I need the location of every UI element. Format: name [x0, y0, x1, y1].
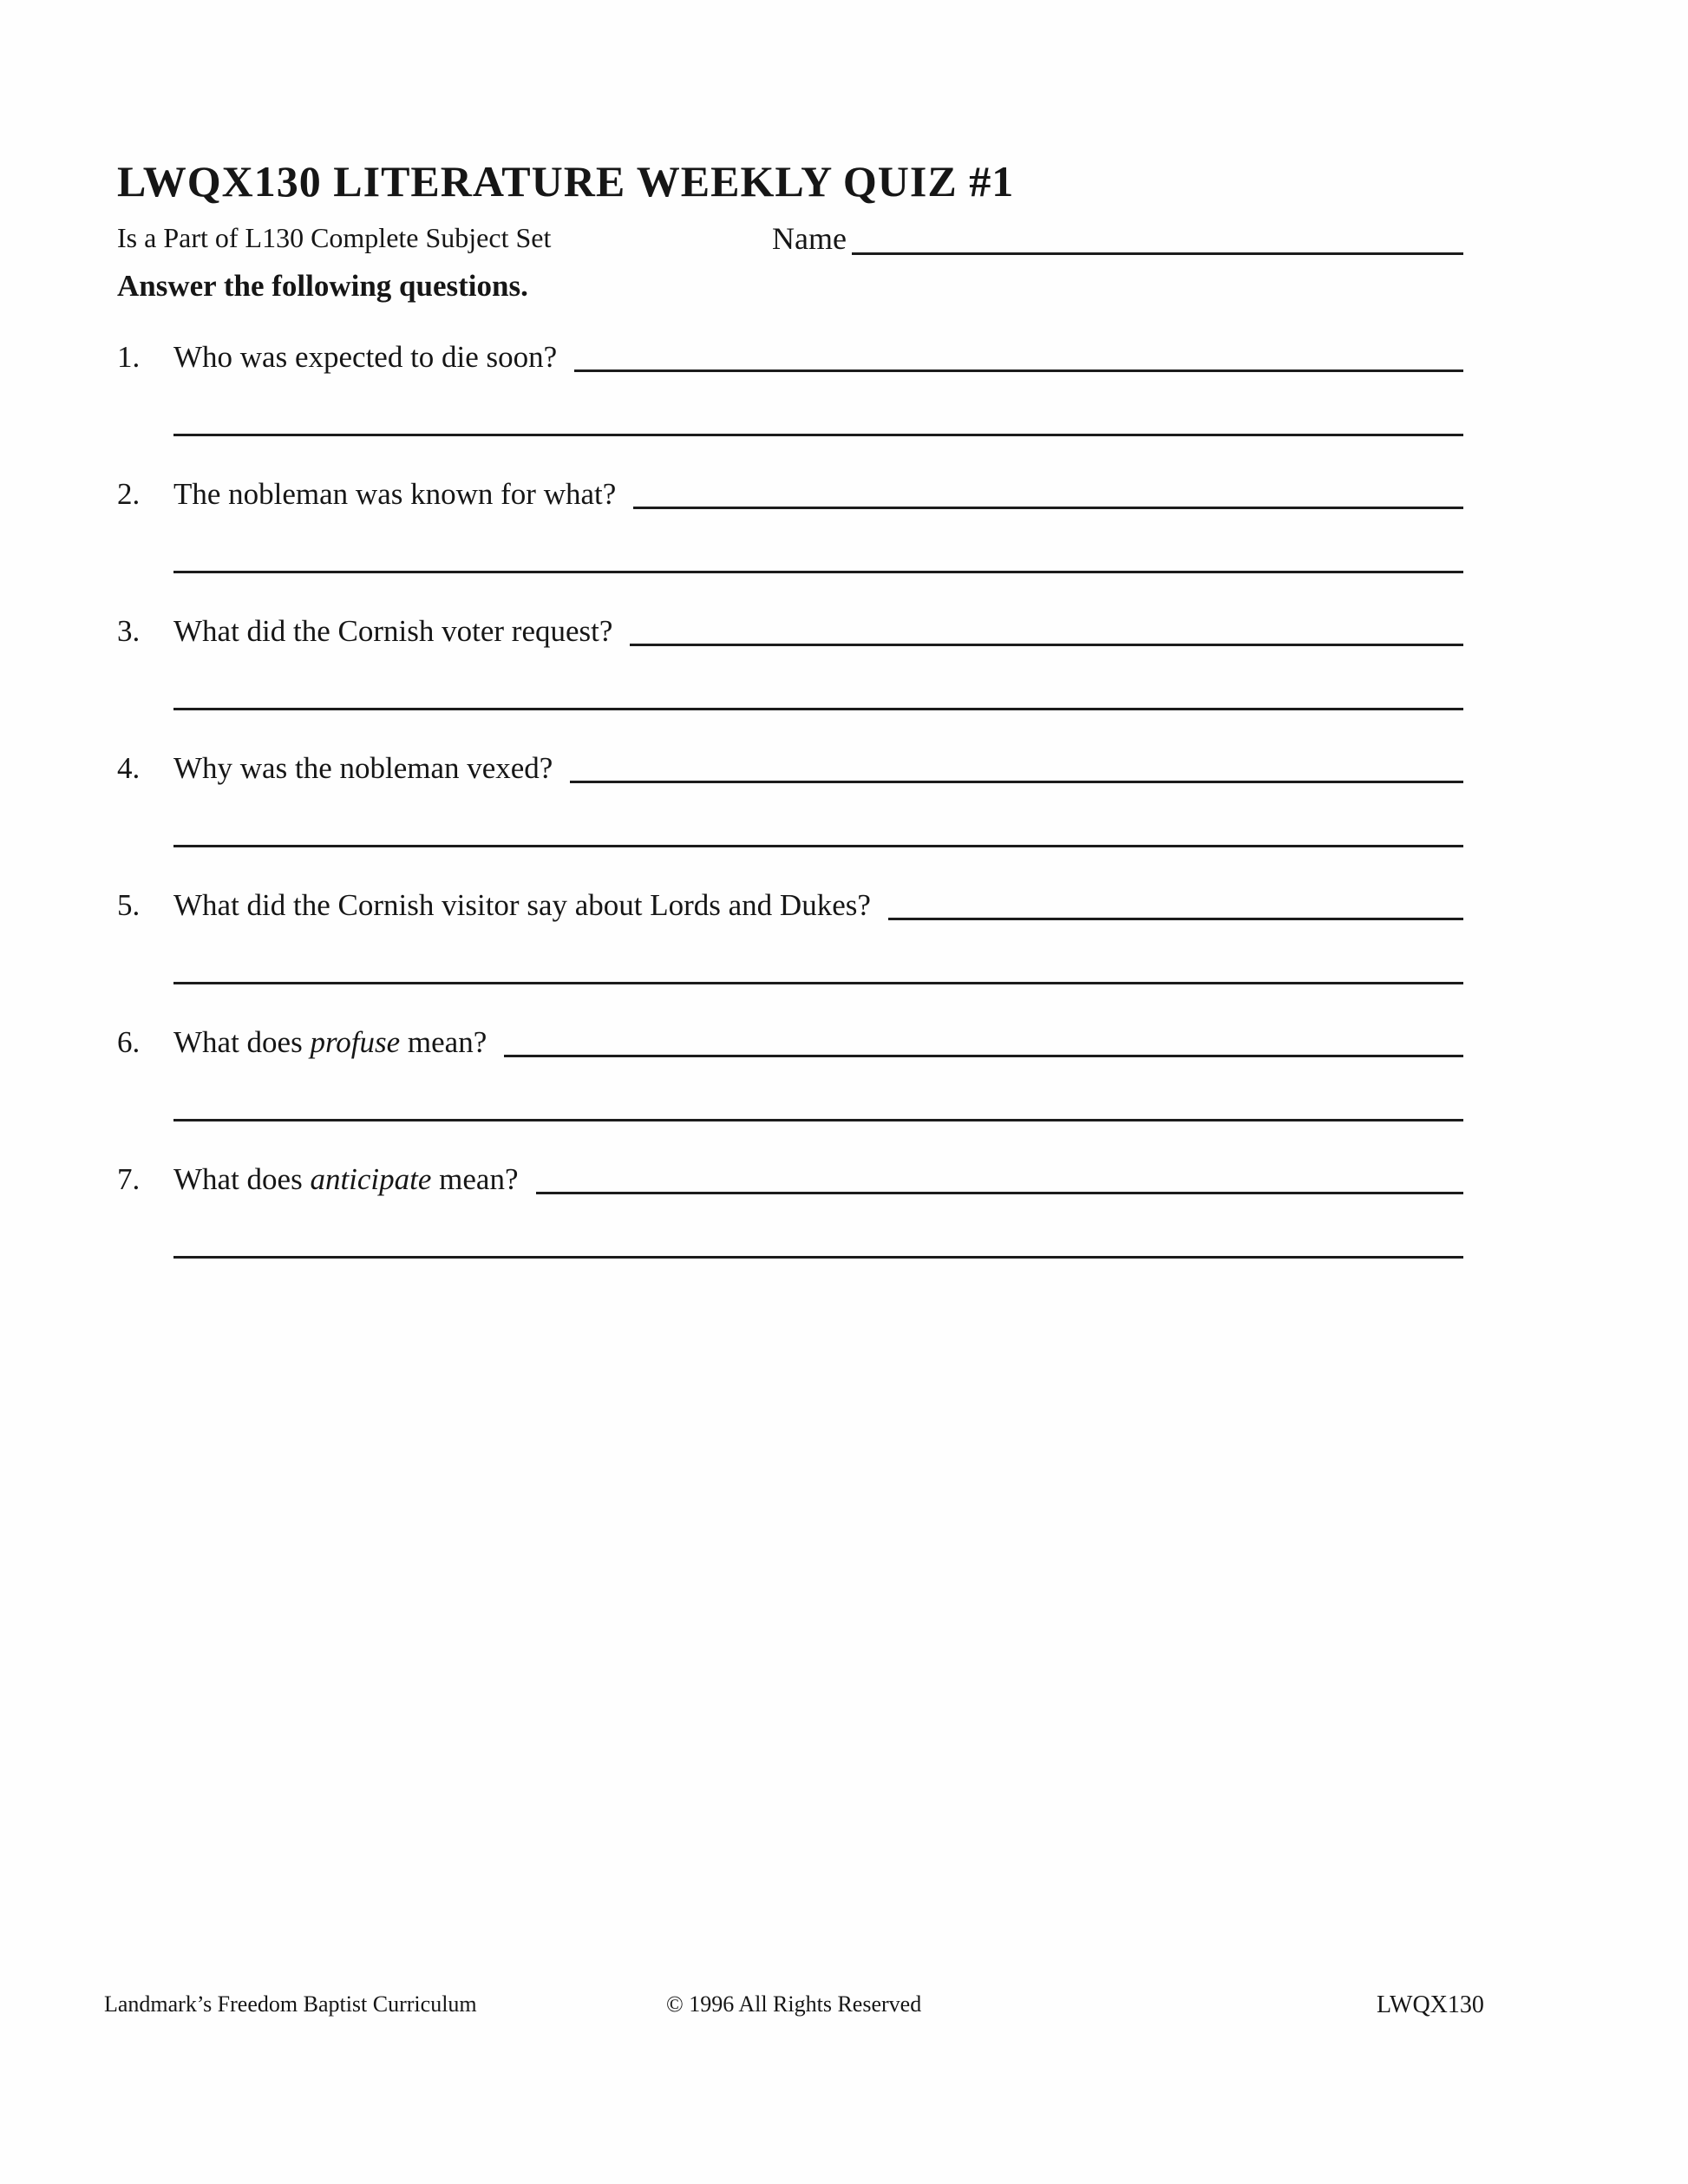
- question-item: [117, 1023, 1463, 1161]
- question-row: [117, 1023, 1463, 1062]
- question-text: [173, 1023, 487, 1062]
- question-text-segment: What did the Cornish voter request?: [173, 614, 613, 648]
- question-number: 2.: [117, 477, 141, 511]
- answer-line-continued[interactable]: [173, 982, 1463, 984]
- answer-line[interactable]: [504, 1055, 1463, 1057]
- name-input-line[interactable]: [852, 218, 1463, 255]
- question-number: 1.: [117, 340, 141, 374]
- question-text-segment: mean?: [400, 1025, 487, 1059]
- answer-line-continued[interactable]: [173, 571, 1463, 573]
- footer-copyright: © 1996 All Rights Reserved: [666, 1991, 922, 2017]
- question-item: [117, 612, 1463, 749]
- question-text-segment: What does: [173, 1162, 311, 1196]
- question-row: [117, 612, 1463, 651]
- question-row: [117, 338, 1463, 376]
- answer-line-continued[interactable]: [173, 1256, 1463, 1259]
- question-text: [173, 338, 557, 376]
- question-row: [117, 886, 1463, 925]
- answer-line-continued[interactable]: [173, 434, 1463, 436]
- question-text: [173, 475, 616, 513]
- page-title: LWQX130 LITERATURE WEEKLY QUIZ #1: [117, 156, 1015, 206]
- question-number: 6.: [117, 1025, 141, 1059]
- name-field-group: [772, 218, 1463, 257]
- question-text: [173, 1161, 519, 1199]
- question-number: 7.: [117, 1162, 141, 1196]
- italic-term: anticipate: [310, 1162, 432, 1196]
- question-item: [117, 886, 1463, 1023]
- question-number: 5.: [117, 888, 141, 922]
- question-text-segment: What does: [173, 1025, 311, 1059]
- footer: [0, 1991, 1688, 2030]
- instructions: Answer the following questions.: [117, 269, 528, 303]
- question-number: 4.: [117, 751, 141, 785]
- answer-line-continued[interactable]: [173, 845, 1463, 847]
- question-row: [117, 1161, 1463, 1199]
- question-text: [173, 886, 871, 925]
- question-text-segment: mean?: [431, 1162, 519, 1196]
- question-text-segment: What did the Cornish visitor say about Lords and Dukes?: [173, 888, 871, 922]
- answer-line-continued[interactable]: [173, 1119, 1463, 1121]
- italic-term: profuse: [310, 1025, 401, 1059]
- answer-line[interactable]: [574, 369, 1463, 372]
- question-item: [117, 338, 1463, 475]
- question-text-segment: Who was expected to die soon?: [173, 340, 558, 374]
- question-row: [117, 749, 1463, 788]
- answer-line[interactable]: [888, 918, 1463, 920]
- question-text-segment: The nobleman was known for what?: [173, 477, 617, 511]
- footer-code: LWQX130: [1377, 1991, 1484, 2018]
- question-text: [173, 749, 553, 788]
- questions-list: [117, 338, 1463, 1298]
- question-item: [117, 1161, 1463, 1298]
- question-number: 3.: [117, 614, 141, 648]
- question-item: [117, 475, 1463, 612]
- answer-line[interactable]: [630, 644, 1463, 646]
- subtitle-row: [117, 208, 1463, 257]
- footer-publisher: Landmark’s Freedom Baptist Curriculum: [104, 1991, 477, 2017]
- name-label: Name: [772, 221, 847, 257]
- question-item: [117, 749, 1463, 886]
- answer-line-continued[interactable]: [173, 708, 1463, 710]
- question-row: [117, 475, 1463, 513]
- answer-line[interactable]: [633, 507, 1463, 509]
- question-text-segment: Why was the nobleman vexed?: [173, 751, 553, 785]
- answer-line[interactable]: [570, 781, 1463, 783]
- answer-line[interactable]: [536, 1192, 1464, 1194]
- subtitle: Is a Part of L130 Complete Subject Set: [117, 221, 552, 253]
- question-text: [173, 612, 612, 651]
